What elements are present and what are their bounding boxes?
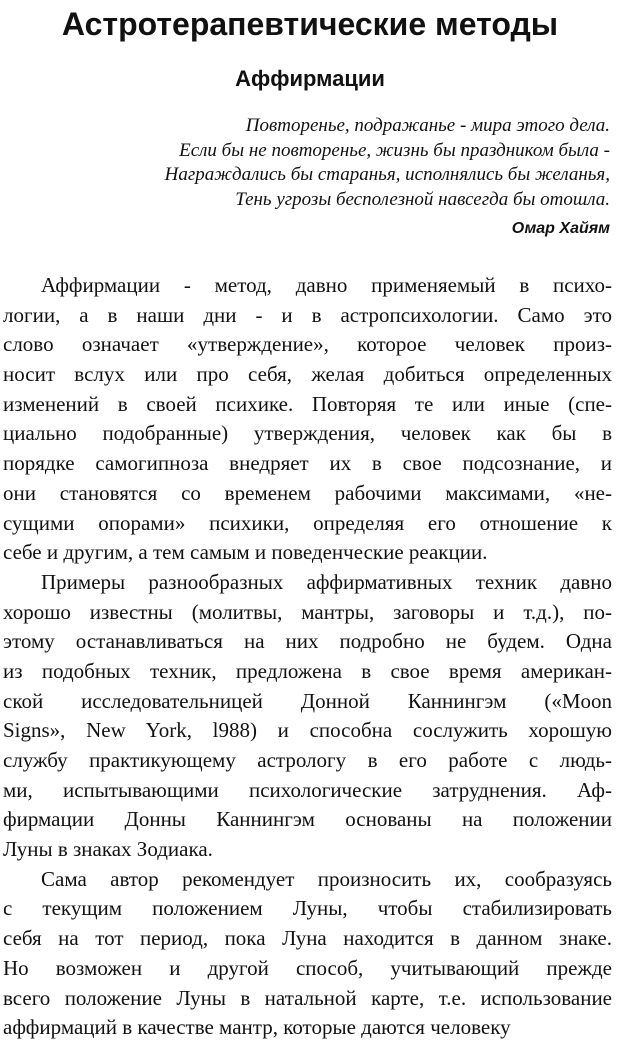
paragraph-line: они становятся со временем рабочими максимами, «не- [3,480,612,505]
paragraph-line: сущими опорами» психики, определяя его отношение к [3,510,612,535]
paragraph-line: себя на тот период, пока Луна находится в данном знаке. [3,926,612,951]
epigraph-line: Если бы не повторенье, жизнь бы праздником была - [179,139,610,161]
paragraph-line: Аффирмации - метод, давно применяемый в психо- [41,273,612,297]
epigraph [165,114,610,212]
body-text [3,271,612,1043]
paragraph-line: логии, а в наши дни - и в астропсихологии. Само это [3,302,612,327]
paragraph-line: хорошо известны (молитвы, мантры, заговоры и т.д.), по- [3,599,612,624]
epigraph-line: Тень угрозы бесполезной навсегда бы отошла. [235,188,610,210]
paragraph-line: Примеры разнообразных аффирмативных техник давно [41,569,612,594]
paragraph-line: фирмации Донны Каннингэм основаны на положении [3,807,612,832]
paragraph-line: Signs», New York, l988) и способна сослужить хорошую [3,718,612,743]
paragraph-line: носит вслух или про себя, желая добиться определенных [3,362,612,387]
paragraph-line: службу практикующему астрологу в его работе с людь- [3,748,612,772]
paragraph-line: Сама автор рекомендует произносить их, сообразуясь [41,866,612,891]
paragraph-line: этому останавливаться на них подробно не будем. Одна [3,629,612,654]
paragraph-line: порядке самогипноза внедряет их в свое подсознание, и [3,451,612,476]
paragraph-line: ской исследовательницей Донной Каннингэм («Moon [3,688,612,713]
paragraph-line: слово означает «утверждение», которое человек произ- [3,332,612,357]
epigraph-line: Повторенье, подражанье - мира этого дела. [245,115,610,136]
paragraph-line: из подобных техник, предложена в свое время американ- [3,658,612,683]
paragraph-line: изменений в своей психике. Повторяя те или иные (спе- [3,391,612,416]
paragraph-line: Луны в знаках Зодиака. [3,837,213,862]
paragraph-line: ми, испытывающими психологические затруднения. Аф- [3,777,612,802]
epigraph-line: Награждались бы старанья, исполнялись бы желанья, [164,164,610,185]
chapter-title: Астротерапевтические методы [61,6,559,42]
paragraph-line: себе и другим, а тем самым и поведенческие реакции. [3,540,488,565]
paragraph-line: аффирмаций в качестве мантр, которые даются человеку [3,1015,511,1040]
section-title: Аффирмации [235,66,385,91]
epigraph-author: Омар Хайям [511,220,610,237]
paragraph-line: с текущим положением Луны, чтобы стабилизировать [3,896,612,921]
paragraph-line: Но возможен и другой способ, учитывающий прежде [3,955,612,980]
paragraph-line: всего положение Луны в натальной карте, т.е. использование [3,985,612,1010]
paragraph-line: циально подобранные) утверждения, человек как бы в [3,421,612,446]
